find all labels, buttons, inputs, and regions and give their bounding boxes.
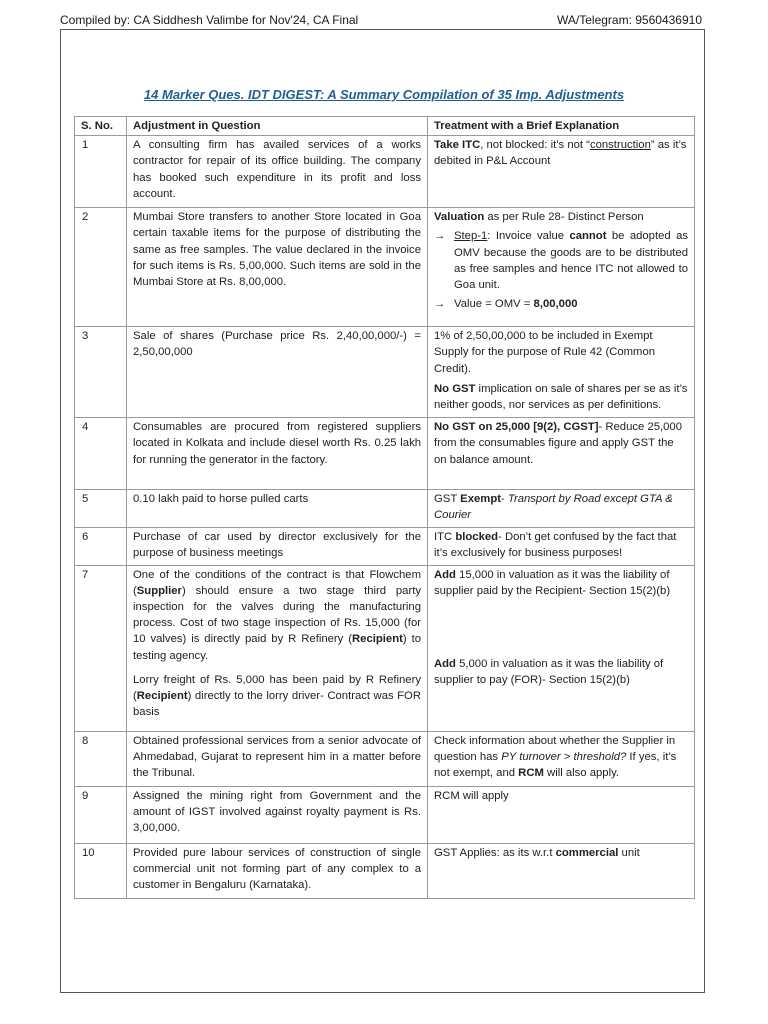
treatment-text: as per Rule 28- Distinct Person [484, 211, 644, 224]
treatment-underline: construction [589, 139, 651, 152]
table-row [75, 327, 695, 418]
column-header-sno: S. No. [75, 117, 127, 136]
row-treatment [428, 490, 695, 527]
row-treatment [428, 843, 695, 898]
row-sno: 6 [75, 527, 127, 565]
treatment-bold: Valuation [434, 211, 485, 224]
row-treatment [428, 208, 695, 327]
row-treatment [428, 136, 695, 208]
treatment-text: - Don’t get confused by the fact that it’s exclusively for business purposes! [434, 530, 677, 559]
row-treatment [428, 527, 695, 565]
treatment-text: GST Applies: as its w.r.t [434, 846, 556, 859]
column-header-treatment: Treatment with a Brief Explanation [428, 117, 695, 136]
row-treatment [428, 327, 695, 418]
row-sno: 3 [75, 327, 127, 418]
treatment-bold: commercial [555, 846, 619, 859]
row-question: One of the conditions of the contract is that Flowchem (Supplier) should ensure a two stage third party inspection for the valves during the manufacturing process. Cost of two stage inspection of Rs. 15,000 (for 10 valves) is directly paid by R Refinery (Recipient) to testing agency. Lorry freight of Rs. 5,000 has been paid by R Refinery (Recipient) directly to the lorry driver- Contract was FOR basis [127, 565, 428, 731]
row-question: Consumables are procured from registered suppliers located in Kolkata and include diesel worth Rs. 0.25 lakh for running the generator in the factory. [127, 418, 428, 490]
table-row [75, 208, 695, 327]
table-header-row [75, 117, 695, 136]
treatment-text: implication on sale of shares per se as it’s neither goods, nor services as per definitions. [434, 382, 688, 412]
treatment-text: 15,000 in valuation as it was the liability of supplier paid by the Recipient- Section 15(2)(b) [434, 568, 671, 597]
row-sno: 5 [75, 490, 127, 527]
row-question: Mumbai Store transfers to another Store located in Goa certain taxable items for the purpose of distributing the same as free samples. The value declared in the invoice for such items is Rs. 5,00,000. Such items are sold in the Mumbai Store at Rs. 8,00,000. [127, 208, 428, 327]
row-question: Purchase of car used by director exclusively for the purpose of business meetings [127, 527, 428, 565]
treatment-text: 5,000 in valuation as it was the liability of supplier to pay (FOR)- Section 15(2)(b) [434, 658, 664, 687]
row-question: Provided pure labour services of construction of single commercial unit not forming part of any complex to a customer in Bengaluru (Karnataka). [127, 843, 428, 898]
treatment-text: - [500, 493, 508, 506]
treatment-bold: No GST on 25,000 [9(2), CGST] [434, 421, 599, 434]
table-row [75, 565, 695, 731]
treatment-text: ITC [434, 530, 456, 543]
row-question: Obtained professional services from a senior advocate of Ahmedabad, Gujarat to represent him in a matter before the Tribunal. [127, 731, 428, 786]
treatment-bold: cannot [569, 230, 607, 243]
treatment-text: ” as it’s debited in P&L Account [434, 139, 687, 168]
treatment-text: be adopted as OMV because the goods are to be distributed as free samples and hence ITC not allowed to Goa unit. [454, 230, 688, 292]
treatment-bold: Add [434, 658, 456, 671]
row-sno: 9 [75, 786, 127, 843]
row-question: 0.10 lakh paid to horse pulled carts [127, 490, 428, 527]
treatment-bold: No GST [434, 382, 476, 395]
table-row [75, 136, 695, 208]
treatment-text: , not blocked: it’s not “ [480, 139, 590, 152]
row-treatment [428, 418, 695, 490]
treatment-bold: Add [434, 568, 456, 581]
row-sno: 4 [75, 418, 127, 490]
header-compiler: Compiled by: CA Siddhesh Valimbe for Nov'24, CA Final [60, 13, 359, 27]
row-treatment: Check information about whether the Supplier in question has PY turnover > threshold? If yes, it’s not exempt, and RCM will also apply. [428, 731, 695, 786]
row-treatment: RCM will apply [428, 786, 695, 843]
adjustments-table [74, 116, 695, 899]
treatment-text: 1% of 2,50,00,000 to be included in Exempt Supply for the purpose of Rule 42 (Common Credit). [434, 330, 656, 375]
document-title: 14 Marker Ques. IDT DIGEST: A Summary Compilation of 35 Imp. Adjustments [143, 87, 625, 102]
row-question: A consulting firm has availed services of a works contractor for repair of its office building. The company has booked such expenditure in its profit and loss account. [127, 136, 428, 208]
treatment-text: : Invoice value [487, 230, 570, 243]
treatment-text: Value = OMV = [454, 298, 534, 311]
treatment-text: - Reduce 25,000 from the consumables figure and apply GST the on balance amount. [434, 421, 682, 466]
table-row [75, 731, 695, 786]
table-row [75, 490, 695, 527]
treatment-bold: Exempt [460, 493, 501, 506]
treatment-italic: Transport by Road except GTA & Courier [434, 493, 673, 522]
table-row [75, 843, 695, 898]
treatment-underline: Step-1 [454, 230, 488, 243]
column-header-question: Adjustment in Question [127, 117, 428, 136]
row-treatment [428, 565, 695, 731]
row-sno: 2 [75, 208, 127, 327]
treatment-bold: Take ITC [434, 139, 481, 152]
treatment-bold: blocked [455, 530, 499, 543]
arrow-right-icon: → [434, 230, 446, 243]
header-contact: WA/Telegram: 9560436910 [557, 13, 702, 27]
arrow-right-icon: → [434, 298, 446, 311]
row-question: Assigned the mining right from Government and the amount of IGST involved against royalty payment is Rs. 3,00,000. [127, 786, 428, 843]
row-sno: 8 [75, 731, 127, 786]
row-sno: 7 [75, 565, 127, 731]
table-row [75, 527, 695, 565]
treatment-text: unit [618, 846, 640, 859]
treatment-bold: 8,00,000 [533, 298, 578, 311]
table-row [75, 418, 695, 490]
row-sno: 1 [75, 136, 127, 208]
table-row [75, 786, 695, 843]
treatment-text: GST [434, 493, 461, 506]
row-question: Sale of shares (Purchase price Rs. 2,40,00,000/-) = 2,50,00,000 [127, 327, 428, 418]
row-sno: 10 [75, 843, 127, 898]
